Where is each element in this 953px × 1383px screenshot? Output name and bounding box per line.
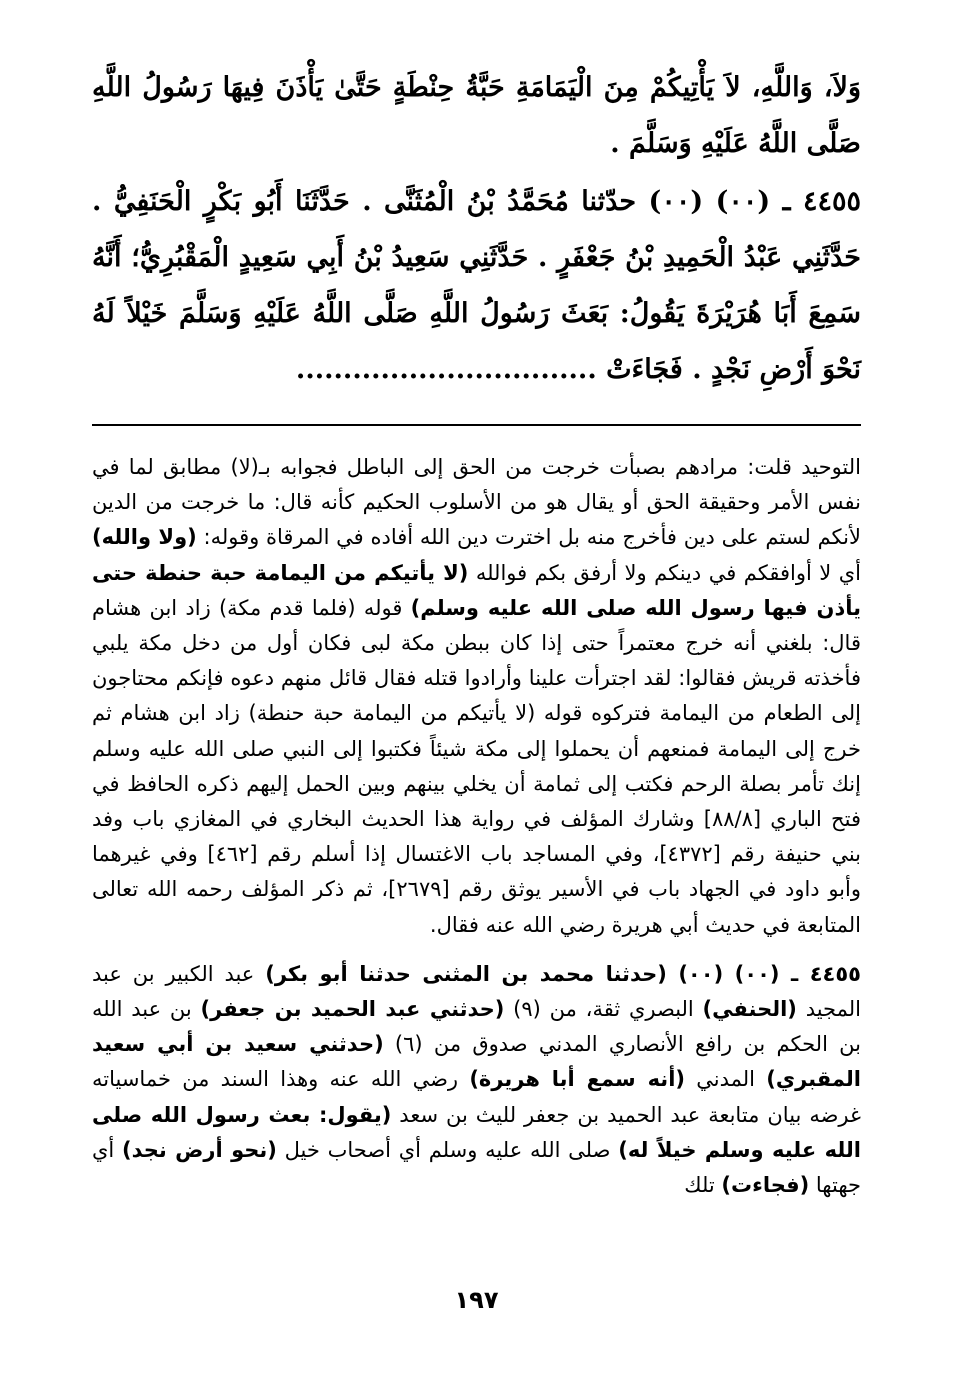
commentary-text: رضي الله عنه وهذا السند من خماسياته غرضه بيان متابعة عبد الحميد بن جعفر لليث بن سعد [92,1067,861,1127]
quoted-text: ٤٤٥٥ ـ (٠٠) (٠٠) (حدثنا محمد بن المثنى حدثنا أبو بكر) [265,961,862,986]
quoted-text: (نحو أرض نجد) [122,1137,277,1162]
commentary-text: قوله (فلما قدم مكة) زاد ابن هشام قال: بلغني أنه خرج معتمراً حتى إذا كان ببطن مكة لبى فكان أول من دخل مكة يلبي فأخذته قريش فقالوا: لقد اجترأت علينا وأرادوا قتله فقال قائل منهم دعوه فإنكم محتاجون إلى الطعام من اليمامة فتركوه قوله (لا يأتيكم من اليمامة حبة حنطة) زاد ابن هشام ثم خرج إلى اليمامة فمنعهم أن يحملوا إلى مكة شيئاً فكتبوا إلى النبي صلى الله عليه وسلم إنك تأمر بصلة الرحم فكتب إلى ثمامة أن يخلي بينهم وبين الحمل إليهم ذكره الحافظ في فتح الباري [٨٨/٨] وشارك المؤلف في رواية هذا الحديث البخاري في المغازي باب وفد بني حنيفة رقم [٤٣٧٢]، وفي المساجد باب الاغتسال إذا أسلم رقم [٤٦٢] وفي غيرهما وأبو داود في الجهاد باب في الأسير يوثق رقم [٢٦٧٩]، ثم ذكر المؤلف رحمه الله تعالى المتابعة في حديث أبي هريرة رضي الله عنه فقال. [92,595,862,937]
main-hadith [92,174,861,398]
commentary-text: المدني [684,1067,767,1092]
quoted-text: (فجاءت) [721,1173,810,1198]
commentary-text: التوحيد قلت: مرادهم بصبأت خرجت من الحق إلى الباطل فجوابه بـ(لا) مطابق لما في نفس الأمر وحقيقة الحق أو يقال هو من الأسلوب الحكيم كأنه قال: ما خرجت من الدين لأنكم لستم على دين فأخرج منه بل اخترت دين الله أفاده في المرقاة وقوله: [92,455,861,550]
quoted-text: (حدثني سعيد بن أبي سعيد المقبري) [92,1032,861,1092]
footnote-divider [92,424,861,426]
commentary-text: عبد الكبير بن عبد المجيد [92,961,861,1022]
commentary-text: بن عبد الله بن الحكم بن رافع الأنصاري المدني صدوق من (٦) [92,997,861,1057]
quoted-text: (حدثني عبد الحميد بن جعفر) [200,997,505,1022]
main-text [92,60,861,398]
commentary-text: تلك [684,1173,722,1198]
commentary-text: صلى الله عليه وسلم أي أصحاب خيل [276,1137,619,1162]
hadith-text: حدّثنا مُحَمَّدُ بْنُ الْمُثَنَّى . حَدَّثَنَا أَبُو بَكْرٍ الْحَنَفِيُّ . حَدَّثَنِي عَبْدُ الْحَمِيدِ بْنُ جَعْفَرٍ . حَدَّثَنِي سَعِيدُ بْنُ أَبِي سَعِيدٍ الْمَقْبُرِيُّ؛ أَنَّهُ سَمِعَ أَبَا هُرَيْرَةَ يَقُولُ: بَعَثَ رَسُولُ اللَّهِ صَلَّى اللَّهُ عَلَيْهِ وَسَلَّمَ خَيْلاً لَهُ نَحْوَ أَرْضِ نَجْدٍ . فَجَاءَتْ [92,186,861,385]
commentary-text: أي جهتها [92,1137,861,1198]
quoted-text: (ولا والله) [92,525,197,550]
commentary-paragraph-2 [92,957,861,1203]
quoted-text: (لا يأتيكم من اليمامة حبة حنطة حتى يأذن فيها رسول الله صلى الله عليه وسلم) [92,560,861,620]
quoted-text: (أنه سمع أبا هريرة) [469,1067,685,1092]
commentary-paragraph-1 [92,450,861,943]
commentary [92,450,861,1203]
hadith-number: ٤٤٥٥ ـ (٠٠) (٠٠) [648,186,861,217]
ellipsis-dots: ................................ [295,354,597,385]
quoted-text: (يقول: بعث رسول الله صلى الله عليه وسلم خيلاً له) [92,1102,861,1162]
main-continuation: وَلاَ، وَاللَّهِ، لاَ يَأْتِيكُمْ مِنَ الْيَمَامَةِ حَبَّةُ حِنْطَةٍ حَتَّىٰ يَأْذَنَ فِيهَا رَسُولُ اللَّهِ صَلَّى اللَّهُ عَلَيْهِ وَسَلَّمَ . [92,72,861,159]
page-number: ١٩٧ [454,1286,499,1314]
quoted-text: (الحنفي) [702,997,797,1022]
commentary-text: أي لا أوافقكم في دينكم ولا أرفق بكم فوالله [468,560,861,585]
commentary-text: البصري ثقة، من (٩) [504,997,703,1022]
